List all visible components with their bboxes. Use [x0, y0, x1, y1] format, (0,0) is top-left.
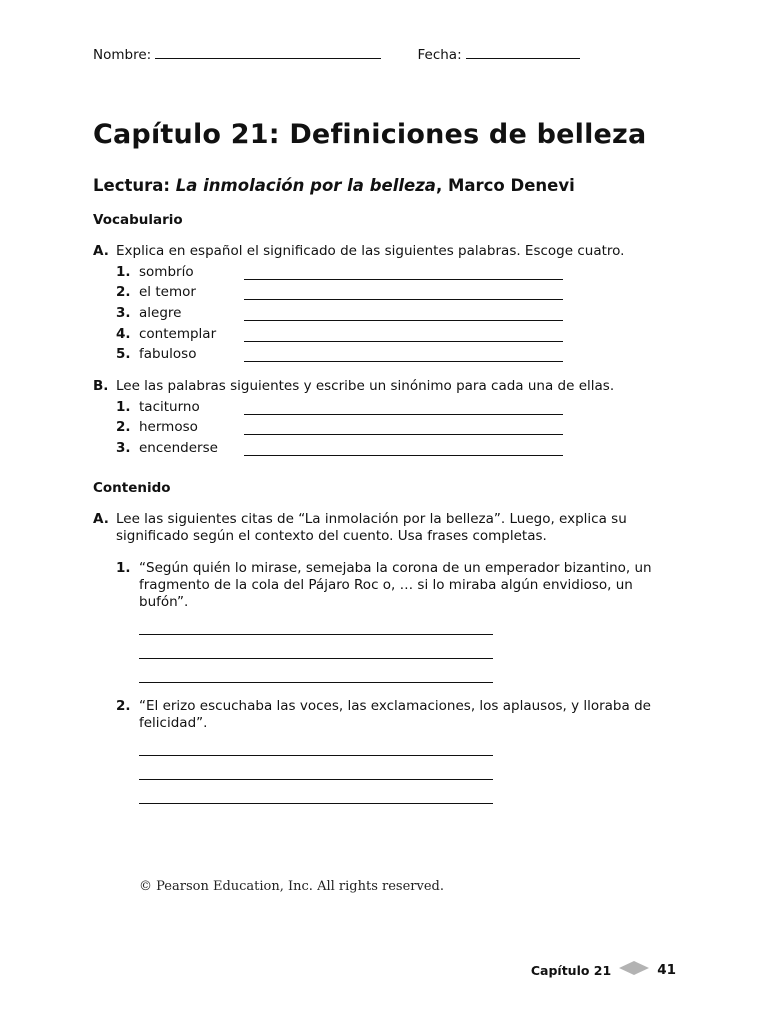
vocab-list-a [93, 260, 693, 363]
answer-line[interactable] [139, 780, 493, 804]
content-exercise-a [93, 511, 693, 804]
name-blank[interactable] [155, 44, 381, 59]
exercise-instruction: Lee las palabras siguientes y escribe un sinónimo para cada una de ellas. [116, 378, 615, 394]
reading-label: Lectura: [93, 176, 170, 195]
quote-text-line: “El erizo escuchaba las voces, las exclamaciones, los aplausos, y lloraba de [139, 698, 651, 714]
name-label: Nombre: [93, 47, 152, 63]
diamond-shape [619, 961, 649, 975]
date-label: Fecha: [417, 47, 462, 63]
answer-line[interactable] [139, 732, 493, 756]
exercise-instruction: Explica en español el significado de las siguientes palabras. Escoge cuatro. [116, 243, 625, 259]
vocab-exercise-a [93, 243, 693, 363]
reading-title [93, 176, 575, 195]
diamond-icon [619, 960, 649, 974]
vocab-word: hermoso [139, 419, 198, 436]
exercise-letter: A. [93, 511, 109, 527]
item-number: 2. [116, 698, 131, 714]
item-number: 1. [116, 560, 131, 576]
date-field[interactable] [417, 44, 579, 63]
answer-line[interactable] [244, 327, 563, 342]
chapter-title: Capítulo 21: Definiciones de belleza [93, 119, 647, 150]
page-number: 41 [657, 962, 676, 978]
vocab-list-b [93, 395, 693, 457]
vocab-item [93, 301, 693, 322]
exercise-letter: A. [93, 243, 109, 259]
quote-item [93, 560, 693, 683]
vocab-item [93, 260, 693, 281]
vocab-item [93, 343, 693, 364]
item-number: 2. [116, 284, 131, 301]
worksheet-page [93, 0, 693, 1024]
answer-line[interactable] [244, 285, 563, 300]
vocab-word: el temor [139, 284, 196, 301]
vocab-word: fabuloso [139, 346, 197, 363]
vocab-word: sombrío [139, 263, 194, 280]
item-number: 3. [116, 440, 131, 457]
quote-text-line: fragmento de la cola del Pájaro Roc o, … si lo miraba algún envidioso, un bufón”. [139, 577, 633, 610]
vocab-word: contemplar [139, 325, 217, 342]
vocab-exercise-b [93, 378, 693, 457]
item-number: 1. [116, 263, 131, 280]
date-blank[interactable] [466, 44, 580, 59]
answer-line[interactable] [244, 306, 563, 321]
answer-line[interactable] [139, 635, 493, 659]
reading-work-title: La inmolación por la belleza [175, 176, 436, 195]
quote-list [93, 560, 693, 804]
item-number: 2. [116, 419, 131, 436]
answer-line[interactable] [244, 400, 563, 415]
item-number: 1. [116, 398, 131, 415]
answer-line[interactable] [139, 756, 493, 780]
vocab-item [93, 322, 693, 343]
answer-line[interactable] [244, 441, 563, 456]
content-heading: Contenido [93, 480, 171, 496]
vocabulary-heading: Vocabulario [93, 212, 183, 228]
name-field[interactable] [93, 44, 381, 63]
exercise-letter: B. [93, 378, 109, 394]
answer-line[interactable] [244, 347, 563, 362]
quote-body [139, 698, 664, 804]
answer-line[interactable] [139, 611, 493, 635]
answer-line[interactable] [244, 420, 563, 435]
vocab-word: encenderse [139, 440, 218, 457]
item-number: 4. [116, 325, 131, 342]
quote-text-line: felicidad”. [139, 715, 208, 731]
answer-line[interactable] [139, 659, 493, 683]
reading-author: , Marco Denevi [435, 176, 575, 195]
item-number: 5. [116, 346, 131, 363]
page-footer [531, 962, 676, 978]
quote-item [93, 698, 693, 804]
vocab-word: alegre [139, 305, 182, 322]
answer-line[interactable] [244, 265, 563, 280]
vocab-word: taciturno [139, 398, 200, 415]
vocab-item [93, 416, 693, 437]
vocab-item [93, 436, 693, 457]
item-number: 3. [116, 305, 131, 322]
copyright-notice: © Pearson Education, Inc. All rights reserved. [139, 879, 444, 894]
vocab-item [93, 395, 693, 416]
quote-text-line: “Según quién lo mirase, semejaba la corona de un emperador bizantino, un [139, 560, 652, 576]
exercise-instruction: Lee las siguientes citas de “La inmolación por la belleza”. Luego, explica su significado según el contexto del cuento. Usa frases completas. [116, 511, 627, 544]
footer-chapter: Capítulo 21 [530, 962, 612, 978]
quote-body [139, 560, 664, 683]
vocab-item [93, 281, 693, 302]
student-info-row [93, 44, 580, 63]
